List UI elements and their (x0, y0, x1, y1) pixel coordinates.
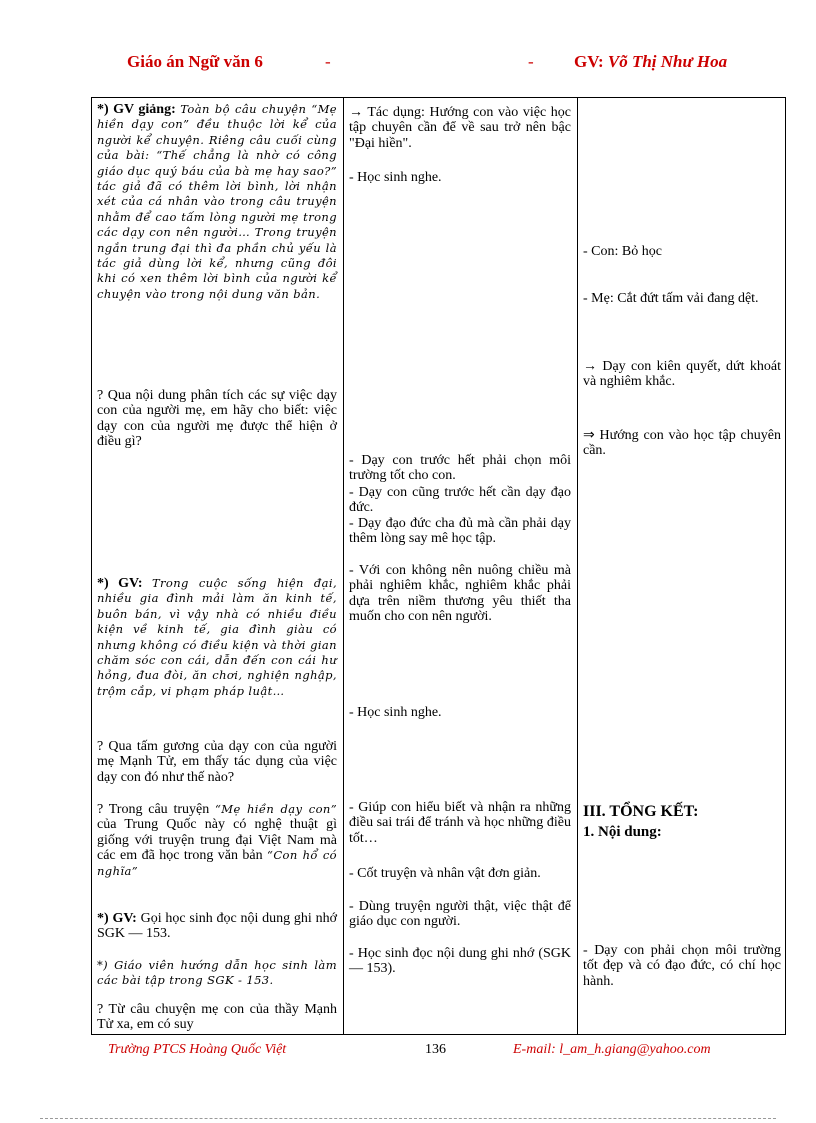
section-summary-title: III. TỔNG KẾT: (583, 803, 699, 820)
gv-lecture-text: Trong cuộc sống hiện đại, nhiều gia đình mải làm ăn kinh tế, buôn bán, vì vậy nhà có nhiều điều kiện về kinh tế, gia đình giàu có nhưng không có điều kiện và thời gian chăm sóc con cái, dẫn đến con cái hư hỏng, đua đòi, ăn chơi, nghiện nghập, trộm cắp, vi phạm pháp luật… (97, 576, 338, 698)
header-dash-left: - (325, 52, 331, 71)
header-dash-right: - (528, 52, 534, 71)
header-title: Giáo án Ngữ văn 6 (127, 52, 263, 71)
content-child: - Con: Bỏ học (583, 244, 662, 259)
answer-3: - Dạy đạo đức cha đủ mà cần phải dạy thêm lòng say mê học tập. (349, 516, 571, 547)
answer-6: - Cốt truyện và nhân vật đơn giản. (349, 866, 541, 881)
content-summary: - Dạy con phải chọn môi trường tốt đẹp và có đạo đức, có chí học hành. (583, 943, 781, 989)
question-4: ? Từ câu chuyện mẹ con của thầy Mạnh Tử xa, em có suy (97, 1002, 337, 1033)
question-3 (97, 802, 337, 879)
gv-label: *) GV giảng: (97, 102, 176, 117)
page-number: 136 (425, 1042, 446, 1057)
page-header (0, 52, 816, 76)
header-teacher (574, 52, 727, 72)
answer-5: - Giúp con hiểu biết và nhận ra những điều sai trái để tránh và học những điều tốt… (349, 800, 571, 846)
q3-italic: “Mẹ hiền dạy con” (214, 802, 337, 816)
q3-italic-2: “Con hổ có nghĩa” (97, 848, 337, 878)
teacher-name: Võ Thị Như Hoa (607, 52, 728, 71)
answer-4: - Với con không nên nuông chiều mà phải nghiêm khắc, nghiêm khắc phải dựa trên niềm thương yêu thiết tha muốn cho con nên người. (349, 563, 571, 625)
gv-instruction-text: Gọi học sinh đọc nội dung ghi nhớ SGK — 153. (97, 911, 338, 942)
student-listen-2: - Học sinh nghe. (349, 705, 442, 720)
gv-exercise-instruction: *) Giáo viên hướng dẫn học sinh làm các bài tập trong SGK - 153. (97, 958, 337, 988)
student-listen-1: - Học sinh nghe. (349, 170, 442, 185)
gv-label: *) GV: (97, 911, 137, 926)
answer-7: - Dùng truyện người thật, việc thật để giáo dục con người. (349, 899, 571, 930)
q3-pre: ? Trong câu truyện (97, 802, 215, 817)
content-direction: ⇒ Hướng con vào học tập chuyên cần. (583, 428, 781, 459)
lesson-table (91, 97, 786, 1035)
gv-lecture-text: Toàn bộ câu chuyện “Mẹ hiền dạy con” đều thuộc lời kể của người kể chuyện. Riêng câu cuối cùng của bài: “Thế chẳng là nhờ có công giáo dục quý báu của bà mẹ hay sao?” tác giả đã có thêm lời bình, lời nhận xét của cá nhân vào trong câu truyện nhằm để cao tấm lòng người mẹ trong các dạy con nên người… Trong truyện ngắn trung đại thì đa phần chủ yếu là tác giả dùng lời kể, nhưng cũng đôi khi có xen thêm lời bình của người kể chuyện vào trong nội dung văn bản. (97, 102, 337, 301)
answer-2: - Dạy con cũng trước hết cần dạy đạo đức. (349, 485, 571, 516)
question-1: ? Qua nội dung phân tích các sự việc dạy con của người mẹ, em hãy cho biết: việc dạy con của người mẹ được thể hiện ở điều gì? (97, 388, 337, 450)
gv-lecture-2 (97, 576, 337, 699)
footer-email: E-mail: l_am_h.giang@yahoo.com (513, 1042, 711, 1057)
column-divider-1 (343, 98, 344, 1034)
answer-8: - Học sinh đọc nội dung ghi nhớ (SGK — 153). (349, 946, 571, 977)
bottom-divider (40, 1118, 776, 1120)
gv-lecture-1 (97, 102, 337, 302)
page-footer (0, 1042, 816, 1062)
q3-mid: của Trung Quốc này có nghệ thuật gì giống với truyện trung đại Việt Nam mà các em đã học trong văn bản (97, 817, 337, 864)
question-2: ? Qua tấm gương của dạy con của người mẹ Mạnh Tử, em thấy tác dụng của việc dạy con đó như thế nào? (97, 739, 337, 785)
gv-label: *) GV: (97, 576, 143, 591)
section-content-title: 1. Nội dung: (583, 824, 662, 840)
column-divider-2 (577, 98, 578, 1034)
gv-instruction-3 (97, 911, 337, 942)
answer-1: - Dạy con trước hết phải chọn môi trường tốt cho con. (349, 453, 571, 484)
footer-school: Trường PTCS Hoàng Quốc Việt (108, 1042, 287, 1057)
content-strict: → Dạy con kiên quyết, dứt khoát và nghiêm khắc. (583, 359, 781, 390)
content-mother: - Mẹ: Cắt đứt tấm vải đang dệt. (583, 291, 759, 306)
answer-effect: → Tác dụng: Hướng con vào việc học tập chuyên cần để về sau trở nên bậc "Đại hiền". (349, 105, 571, 151)
teacher-prefix: GV: (574, 52, 604, 71)
